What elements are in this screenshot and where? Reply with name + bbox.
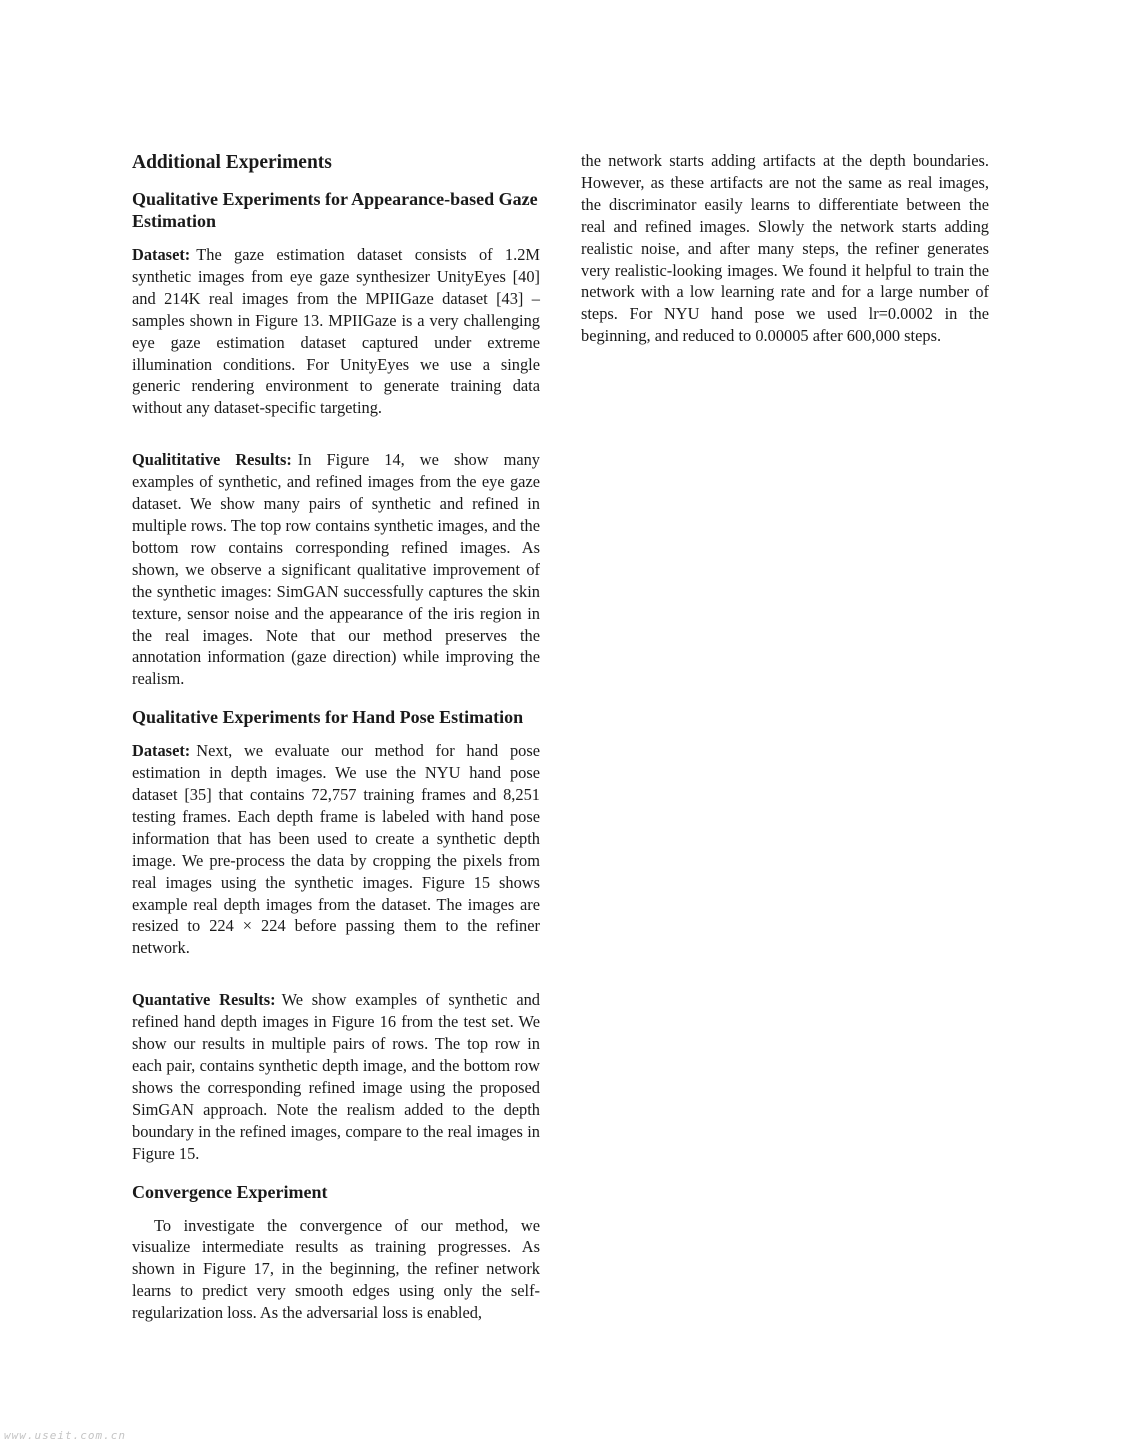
gaze-dataset-text: The gaze estimation dataset consists of 1.2M synthetic images from eye gaze synthesizer UnityEyes [40] and 214K real images from the MPIIGaze dataset [43] – samples shown in Figure 13. MPIIGaze is a very challenging eye gaze estimation dataset captured under extreme illumination conditions. For UnityEyes we use a single generic rendering environment to generate training data without any dataset-specific targeting. — [132, 245, 540, 418]
watermark: www.useit.com.cn — [4, 1429, 126, 1442]
hand-results-text: We show examples of synthetic and refined hand depth images in Figure 16 from the test set. We show our results in multiple pairs of rows. The top row in each pair, contains synthetic depth image, and the bottom row shows the corresponding refined image using the proposed SimGAN approach. Note the realism added to the depth boundary in the refined images, compare to the real images in Figure 15. — [132, 990, 540, 1163]
hand-dataset-lead: Dataset: — [132, 741, 191, 761]
convergence-continued-paragraph: the network starts adding artifacts at the depth boundaries. However, as these artifacts are not the same as real images, the discriminator easily learns to differentiate between the real and refined images. Slowly the network starts adding realistic noise, and after many steps, the refiner generates very realistic-looking images. We found it helpful to train the network with a low learning rate and for a large number of steps. For NYU hand pose we used lr=0.0002 in the beginning, and reduced to 0.00005 after 600,000 steps. — [581, 151, 989, 346]
section-title: Additional Experiments — [132, 152, 332, 173]
hand-heading: Qualitative Experiments for Hand Pose Estimation — [132, 707, 524, 728]
gaze-dataset-paragraph — [132, 244, 540, 419]
hand-results-lead: Quantative Results: — [132, 990, 276, 1010]
left-column — [132, 150, 540, 1324]
gaze-results-paragraph — [132, 449, 540, 690]
gaze-results-lead: Qualititative Results: — [132, 450, 292, 470]
hand-dataset-text: Next, we evaluate our method for hand pose estimation in depth images. We use the NYU hand pose dataset [35] that contains 72,757 training frames and 8,251 testing frames. Each depth frame is labeled with hand pose information that has been used to create a synthetic depth image. We pre-process the data by cropping the pixels from real images using the synthetic images. Figure 15 shows example real depth images from the dataset. The images are resized to 224 × 224 before passing them to the refiner network. — [132, 741, 540, 958]
gaze-results-text: In Figure 14, we show many examples of synthetic, and refined images from the eye gaze dataset. We show many pairs of synthetic and refined in multiple rows. The top row contains synthetic images, and the bottom row contains corresponding refined images. As shown, we observe a significant qualitative improvement of the synthetic images: SimGAN successfully captures the skin texture, sensor noise and the appearance of the iris region in the real images. Note that our method preserves the annotation information (gaze direction) while improving the realism. — [132, 450, 540, 689]
hand-results-paragraph — [132, 989, 540, 1164]
gaze-dataset-lead: Dataset: — [132, 245, 191, 264]
hand-dataset-paragraph — [132, 740, 540, 959]
right-column — [581, 150, 989, 347]
gaze-heading: Qualitative Experiments for Appearance-based Gaze Estimation — [132, 189, 538, 231]
convergence-heading: Convergence Experiment — [132, 1181, 328, 1202]
convergence-paragraph: To investigate the convergence of our method, we visualize intermediate results as training progresses. As shown in Figure 17, in the beginning, the refiner network learns to predict very smooth edges using only the self-regularization loss. As the adversarial loss is enabled, — [132, 1215, 540, 1323]
